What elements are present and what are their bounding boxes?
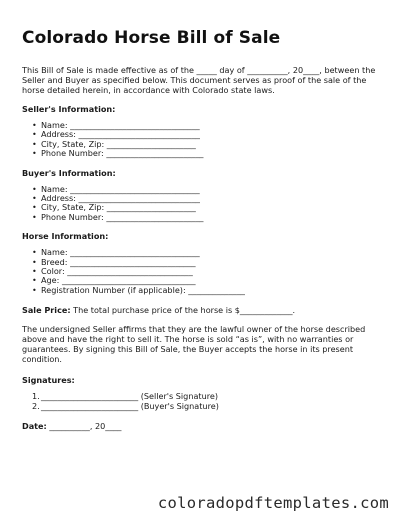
seller-phone-field: • Phone Number: ________________________ [32,149,382,158]
buyer-name-field: • Name: ________________________________ [32,185,382,194]
buyer-signature-line [32,402,382,411]
horse-breed-field: • Breed: _______________________________ [32,258,382,267]
date-label: Date: [22,421,47,432]
buyer-phone-field: • Phone Number: ________________________ [32,213,382,222]
seller-address-field: • Address: ______________________________ [32,130,382,139]
signatures-heading: Signatures: [22,375,75,386]
document-title: Colorado Horse Bill of Sale [22,28,281,48]
signature-lines [22,392,382,411]
buyer-heading: Buyer's Information: [22,167,116,178]
seller-city-field: • City, State, Zip: ______________________ [32,140,382,149]
horse-age-field: • Age: _________________________________ [32,276,382,285]
horse-registration-field: • Registration Number (if applicable): ______________ [32,286,382,295]
sale-price-label: Sale Price: [22,305,71,316]
sale-price-line [22,305,382,315]
seller-signature-text: ________________________ (Seller's Signature) [41,391,218,402]
buyer-fields [22,185,382,223]
watermark: coloradopdftemplates.com [157,494,389,512]
buyer-signature-text: ________________________ (Buyer's Signature) [41,400,219,411]
horse-color-field: • Color: _______________________________ [32,267,382,276]
affirmation-paragraph: The undersigned Seller affirms that they are the lawful owner of the horse described above and have the right to sell it. The horse is sold “as is”, with no warranties or guarantees. By signing this Bill of Sale, the Buyer accepts the horse in its present condition. [22,324,366,365]
signature-number: 1. [32,391,40,402]
seller-fields [22,121,382,159]
seller-heading: Seller's Information: [22,104,116,114]
seller-name-field: • Name: ________________________________ [32,121,382,130]
date-text: __________, 20____ [46,421,122,432]
sale-price-text: The total purchase price of the horse is $_____________. [70,305,296,316]
horse-name-field: • Name: ________________________________ [32,248,382,257]
horse-fields [22,248,382,295]
buyer-address-field: • Address: ______________________________ [32,194,382,203]
signature-number: 2. [32,400,40,411]
buyer-city-field: • City, State, Zip: ______________________ [32,203,382,212]
bill-of-sale-document [22,28,382,431]
horse-heading: Horse Information: [22,231,109,242]
intro-paragraph: This Bill of Sale is made effective as of the _____ day of __________, 20____, between the Seller and Buyer as specified below. This document serves as proof of the sale of the horse detailed herein, in accordance with Colorado state laws. [22,65,376,95]
date-line [22,421,382,431]
